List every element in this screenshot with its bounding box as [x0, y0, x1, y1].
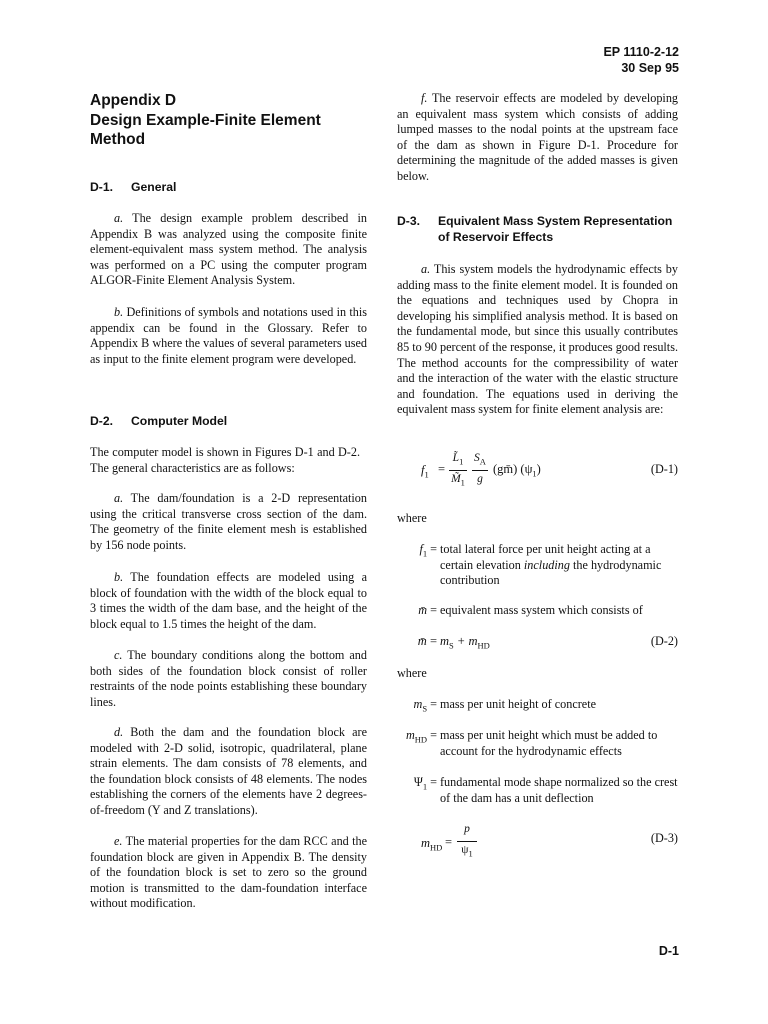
paragraph-text: This system models the hydrodynamic effects by adding mass to the finite element model. It is founded on the equations and techniques used by Chopra in developing his simplified analysis method. It is based on the fundamental mode, but since this usually contributes 85 to 90 percent of the response, it produces good results. The method accounts for the compressibility of water and the interaction of the water with the elastic structure and foundation. The equations used in deriving the equivalent mass system for finite element analysis are: — [397, 262, 678, 417]
fraction-numerator: $L̃_1$ — [452, 452, 464, 467]
definition-symbol: $m_{HD}$ = — [405, 728, 437, 745]
title-line-1: Appendix D — [90, 92, 177, 109]
definition-f1 — [397, 542, 678, 590]
fraction-numerator: p — [464, 823, 470, 835]
paragraph-d2-d — [90, 725, 367, 819]
section-title: Equivalent Mass System Representation of Reservoir Effects — [438, 214, 673, 244]
paragraph-d1-b — [90, 305, 367, 367]
equation-lhs: $f_1$ — [421, 463, 429, 480]
paragraph-letter: b. — [114, 570, 124, 584]
fraction-bar — [457, 841, 477, 842]
paragraph-text: The material properties for the dam RCC and the foundation block are given in Appendix B. The density of the foundation block is set to zero so the ground motion is transmitted to the dam-foundation interface without modification. — [90, 834, 368, 911]
paragraph-d2-b — [90, 570, 367, 632]
equation-label: (D-3) — [650, 831, 678, 845]
section-heading-d2 — [90, 414, 367, 430]
fraction-numerator: $S_A$ — [474, 452, 486, 467]
definition-symbol: $f_1$ = — [419, 542, 437, 559]
paragraph-letter: d. — [114, 725, 124, 739]
where-label: where — [397, 666, 427, 680]
paragraph-d2-f — [397, 91, 678, 185]
paragraph-text: The computer model is shown in Figures D-1 and D-2. The general characteristics are as follows: — [90, 445, 360, 475]
definition-m-hd — [397, 728, 678, 762]
paragraph-text: The foundation effects are modeled using a block of foundation with the width of the block equal to 3 times the width of the dam base, and the height of the block equal to 1.5 times the height of the dam. — [90, 570, 367, 631]
definition-text: fundamental mode shape normalized so the crest of the dam has a unit deflection — [440, 775, 678, 805]
section-heading-d1 — [90, 180, 367, 196]
paragraph-letter: a. — [114, 211, 124, 225]
equation-rhs: $m_S + m_{HD}$ — [440, 634, 490, 651]
definition-m-s — [397, 697, 678, 715]
fraction-bar — [472, 470, 488, 471]
equation-d3 — [397, 822, 678, 866]
paragraph-d3-a — [397, 262, 678, 418]
section-number: D-2. — [90, 414, 114, 428]
section-number: D-1. — [90, 180, 114, 194]
fraction-denominator: g — [477, 473, 483, 485]
equation-d1 — [397, 448, 678, 498]
definition-text: mass per unit height which must be added to account for the hydrodynamic effects — [440, 728, 658, 758]
fraction-denominator: $\psi_1$ — [461, 844, 473, 859]
section-title: Computer Model — [131, 414, 228, 428]
paragraph-d2-a — [90, 491, 367, 553]
definition-text: total lateral force per unit height acting at a certain elevation including the hydrodynamic contribution — [440, 542, 662, 588]
equals-sign: = — [438, 462, 446, 476]
paragraph-text: The design example problem described in Appendix B was analyzed using the composite finite element-equivalent mass system method. The analysis was performed on a PC using the computer program ALGOR-Finite Element Analysis System. — [90, 211, 368, 288]
definition-text: mass per unit height of concrete — [440, 697, 597, 711]
page-number: D-1 — [658, 944, 679, 958]
section-title: General — [131, 180, 177, 194]
fraction-bar — [449, 470, 467, 471]
definition-m-bar — [397, 603, 678, 621]
paragraph-text: Both the dam and the foundation block are modeled with 2-D solid, isotropic, quadrilateral, plane strain elements. The dam consists of 78 elements, and the foundation block consists of 48 elements. The nodes establishing the corners of the elements have 2 degrees-of-freedom (Y and Z translations). — [90, 725, 368, 817]
document-number: EP 1110-2-12 — [603, 45, 679, 59]
paragraph-d2-c — [90, 648, 367, 710]
fraction-denominator: $M̃_1$ — [451, 473, 465, 488]
paragraph-d2-e — [90, 834, 367, 912]
definition-psi-1 — [397, 775, 678, 809]
appendix-title — [90, 91, 367, 150]
equation-lhs: $m_{HD}$ — [421, 836, 443, 853]
equation-label: (D-2) — [650, 634, 678, 648]
definition-symbol: $m_S$ = — [413, 697, 437, 714]
paragraph-text: The dam/foundation is a 2-D representation using the critical transverse cross section of the dam. The geometry of the finite element mesh is established by 156 node points. — [90, 491, 367, 552]
paragraph-letter: a. — [114, 491, 124, 505]
section-number: D-3. — [397, 214, 421, 228]
paragraph-d1-a — [90, 211, 367, 289]
equals-sign: = — [445, 835, 453, 849]
equation-lhs: m̄ = — [417, 634, 437, 648]
title-line-3: Method — [90, 131, 146, 148]
equation-rhs-tail: (gm̄) $(\psi_1)$ — [493, 462, 541, 479]
paragraph-letter: a. — [421, 262, 431, 276]
paragraph-letter: c. — [114, 648, 123, 662]
definition-text: equivalent mass system which consists of — [440, 603, 643, 617]
paragraph-letter: f. — [421, 91, 428, 105]
where-label: where — [397, 511, 427, 525]
section-heading-d3 — [397, 214, 678, 245]
equation-d2 — [397, 634, 678, 652]
paragraph-text: The boundary conditions along the bottom and both sides of the foundation block consist of roller restraints of the node points establishing these boundary lines. — [90, 648, 367, 709]
title-line-2: Design Example-Finite Element — [90, 111, 321, 129]
definition-symbol: m̄ = — [418, 603, 437, 617]
document-header — [603, 44, 679, 76]
paragraph-letter: b. — [114, 305, 124, 319]
definition-symbol: $\Psi_1$ = — [413, 775, 437, 792]
paragraph-d2-intro — [90, 445, 360, 476]
paragraph-text: The reservoir effects are modeled by developing an equivalent mass system which consists of adding lumped masses to the nodal points at the upstream face of the dam as shown in Figure D-1. Procedure for determining the magnitude of the added masses is given below. — [397, 91, 679, 183]
document-date: 30 Sep 95 — [621, 61, 679, 75]
equation-label: (D-1) — [650, 462, 678, 476]
paragraph-text: Definitions of symbols and notations used in this appendix can be found in the Glossary. Refer to Appendix B where the values of several parameters used as input to the finite element program were developed. — [90, 305, 368, 366]
paragraph-letter: e. — [114, 834, 123, 848]
